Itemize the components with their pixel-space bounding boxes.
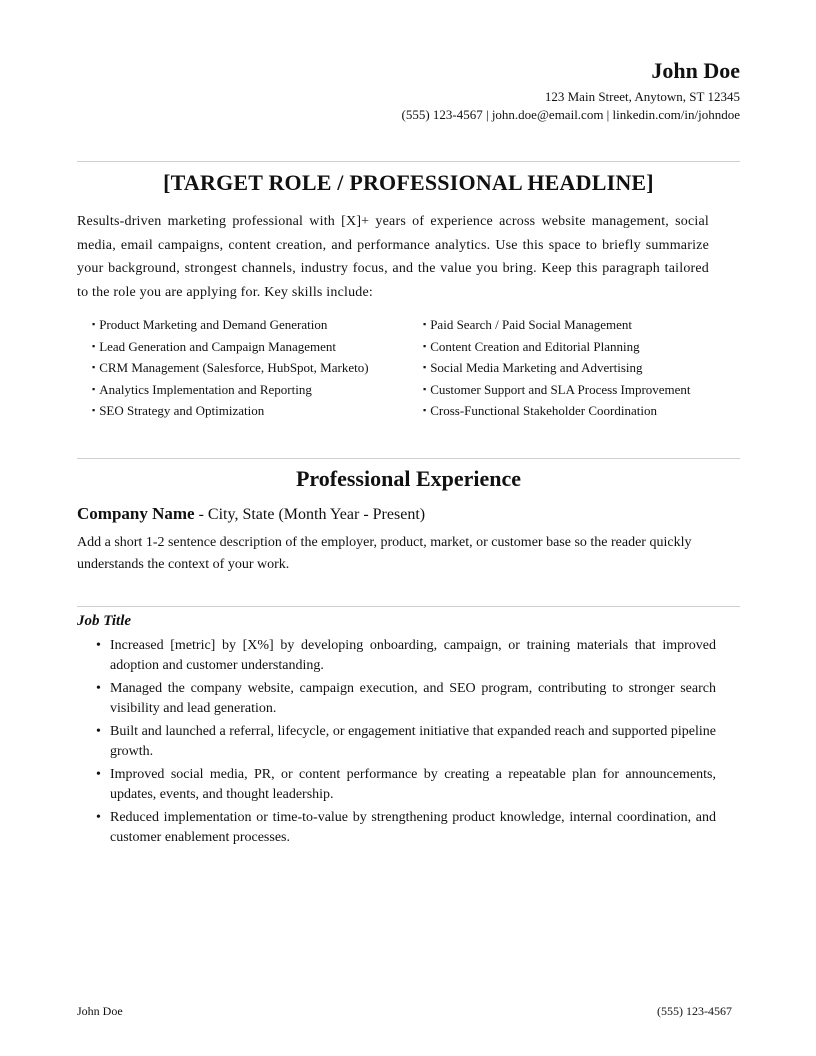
square-bullet-icon: ▪: [92, 319, 96, 329]
square-bullet-icon: ▪: [423, 319, 427, 329]
section-title-experience: Professional Experience: [295, 466, 522, 491]
skill-item: ▪ Lead Generation and Campaign Management: [92, 338, 337, 354]
skill-item: ▪ SEO Strategy and Optimization: [92, 403, 265, 418]
skill-item: ▪ Customer Support and SLA Process Improvement: [423, 381, 691, 397]
professional-headline: [TARGET ROLE / PROFESSIONAL HEADLINE]: [163, 170, 654, 195]
address-line: 123 Main Street, Anytown, ST 12345: [544, 89, 740, 104]
contact-line: (555) 123-4567 | john.doe@email.com | linkedin.com/in/johndoe: [401, 107, 740, 122]
bullet-icon: •: [96, 767, 101, 782]
skills-column-right: [423, 314, 743, 422]
divider-top: [77, 161, 740, 162]
skill-item: ▪ Analytics Implementation and Reporting: [92, 381, 312, 397]
job-title: Job Title: [77, 613, 132, 629]
square-bullet-icon: ▪: [92, 383, 96, 394]
summary-paragraph: Results-driven marketing professional with [X]+ years of experience across website management, social media, email campaigns, content creation, and performance analytics. Use this space to briefly summarize your background, strongest channels, industry focus, and the value you bring. Keep this paragraph tailored to the role you are applying for. Key skills include:: [77, 214, 709, 300]
divider-experience: [77, 458, 740, 459]
footer-phone: (555) 123-4567: [657, 1004, 732, 1018]
company-name: Company Name: [77, 504, 195, 523]
bullet-icon: •: [96, 681, 101, 696]
candidate-name: John Doe: [651, 58, 740, 83]
job-bullet: • Built and launched a referral, lifecycle, or engagement initiative that expanded reach and supported pipeline growth.: [96, 724, 716, 759]
square-bullet-icon: ▪: [92, 340, 96, 351]
square-bullet-icon: ▪: [423, 405, 427, 415]
square-bullet-icon: ▪: [92, 362, 96, 372]
company-meta: - City, State (Month Year - Present): [194, 506, 426, 523]
skill-item: ▪ CRM Management (Salesforce, HubSpot, Marketo): [92, 360, 369, 375]
divider-job: [77, 606, 740, 607]
footer-name: John Doe: [77, 1004, 123, 1018]
bullet-icon: •: [96, 810, 101, 825]
job-bullet: • Increased [metric] by [X%] by developing onboarding, campaign, or training materials that improved adoption and customer understanding.: [96, 638, 716, 673]
skills-column-left: [92, 314, 412, 422]
bullet-icon: •: [96, 724, 101, 739]
skill-item: ▪ Social Media Marketing and Advertising: [423, 360, 643, 375]
skill-item: ▪ Content Creation and Editorial Planning: [423, 338, 640, 354]
skill-item: ▪ Product Marketing and Demand Generation: [92, 317, 328, 332]
square-bullet-icon: ▪: [423, 383, 427, 394]
company-heading: [77, 504, 425, 524]
resume-page: [77, 0, 740, 1056]
job-bullet-list: [96, 636, 716, 851]
square-bullet-icon: ▪: [423, 362, 427, 372]
square-bullet-icon: ▪: [92, 405, 96, 415]
company-description: Add a short 1-2 sentence description of the employer, product, market, or customer base so the reader quickly understands the context of your work.: [77, 535, 692, 572]
square-bullet-icon: ▪: [423, 340, 427, 351]
bullet-icon: •: [96, 638, 101, 653]
skill-item: ▪ Paid Search / Paid Social Management: [423, 317, 633, 332]
skill-item: ▪ Cross-Functional Stakeholder Coordination: [423, 403, 657, 418]
job-bullet: • Reduced implementation or time-to-value by strengthening product knowledge, internal coordination, and customer enablement processes.: [96, 810, 716, 845]
job-bullet: • Managed the company website, campaign execution, and SEO program, contributing to stronger search visibility and lead generation.: [96, 681, 716, 716]
job-bullet: • Improved social media, PR, or content performance by creating a repeatable plan for announcements, updates, events, and thought leadership.: [96, 767, 716, 802]
